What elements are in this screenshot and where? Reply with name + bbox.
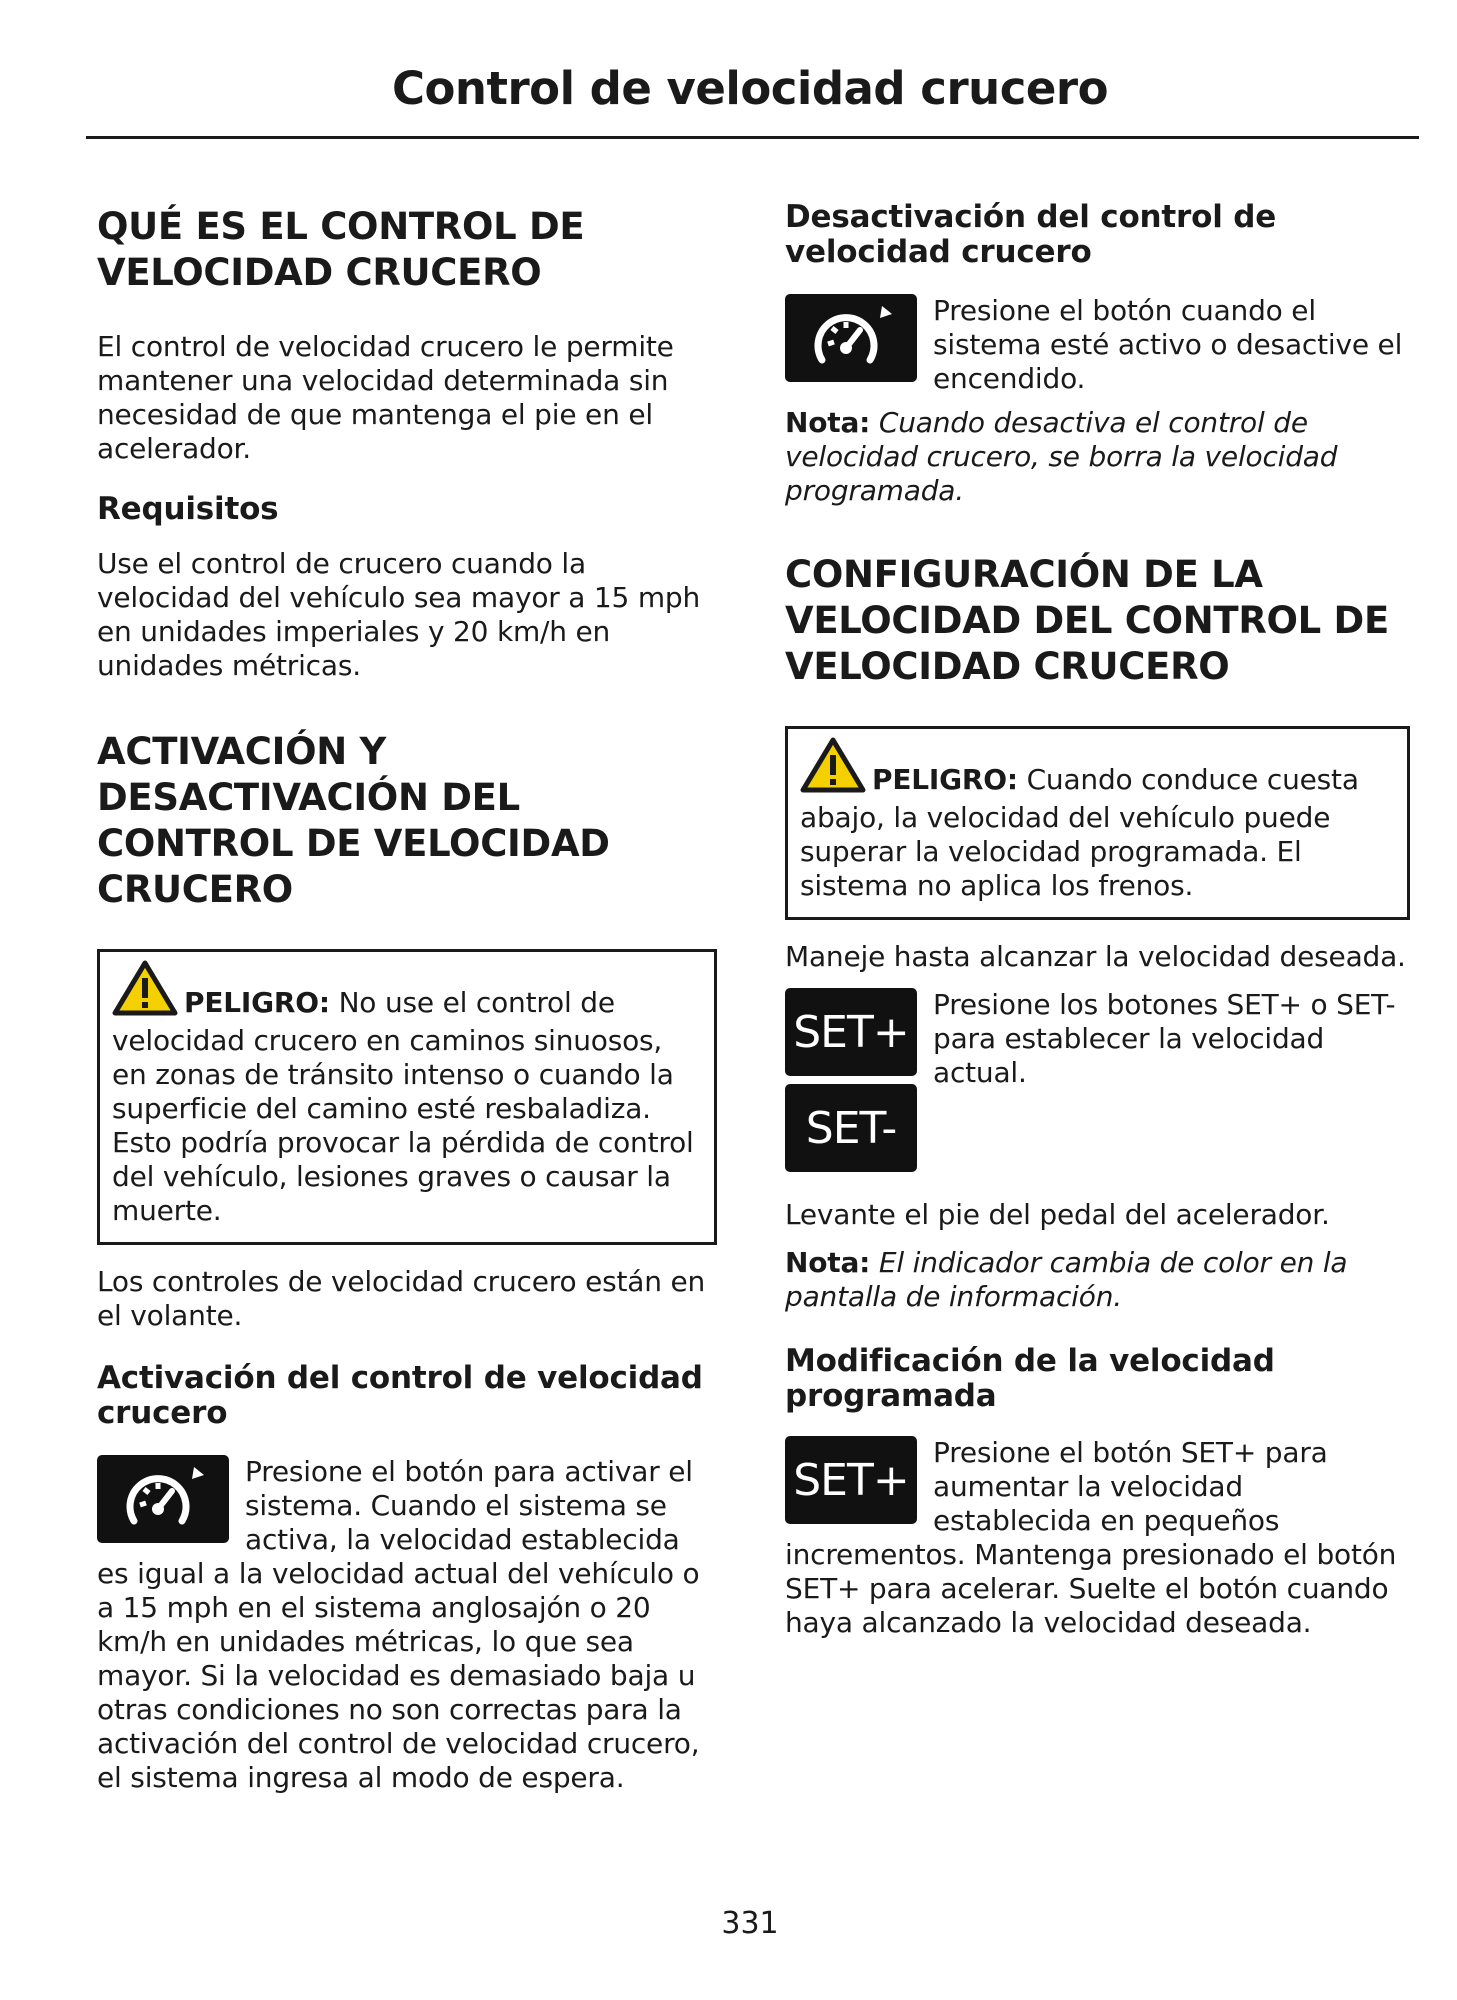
section-heading-what-is: QUÉ ES EL CONTROL DE VELOCIDAD CRUCERO	[97, 205, 585, 294]
deactivation-instruction	[785, 294, 1410, 396]
warning-label: PELIGRO:	[872, 763, 1018, 796]
note-label: Nota:	[785, 1246, 871, 1279]
section-heading-configuration: CONFIGURACIÓN DE LA VELOCIDAD DEL CONTROL DE VELOCIDAD CRUCERO	[785, 553, 1389, 688]
danger-warning-box	[97, 949, 717, 1245]
note-deactivation	[785, 406, 1410, 508]
activation-instruction	[97, 1455, 717, 1795]
note-label: Nota:	[785, 406, 871, 439]
modify-speed-heading: Modificación de la velocidad programada	[785, 1343, 1275, 1414]
set-plus-icon: SET+	[785, 1436, 917, 1524]
lift-foot-paragraph: Levante el pie del pedal del acelerador.	[785, 1198, 1330, 1231]
activation-paragraph: Presione el botón para activar el sistema. Cuando el sistema se activa, la velocidad establecida es igual a la velocidad actual del vehículo o a 15 mph en el sistema anglosajón o 20 km/h en unidades métricas, lo que sea mayor. Si la velocidad es demasiado baja u otras condiciones no son correctas para la activación del control de velocidad crucero, el sistema ingresa al modo de espera.	[97, 1455, 700, 1794]
page-number: 331	[721, 1906, 779, 1941]
set-paragraph: Presione los botones SET+ o SET- para establecer la velocidad actual.	[933, 988, 1396, 1089]
note-text: Cuando desactiva el control de velocidad crucero, se borra la velocidad programada.	[785, 406, 1338, 507]
warning-text: Cuando conduce cuesta abajo, la velocidad del vehículo puede superar la velocidad programada. El sistema no aplica los frenos.	[800, 763, 1359, 902]
warning-text: No use el control de velocidad crucero en caminos sinuosos, en zonas de tránsito intenso o cuando la superficie del camino esté resbaladiza. Esto podría provocar la pérdida de control del vehículo, lesiones graves o causar la muerte.	[112, 986, 694, 1227]
set-plus-icon: SET+	[785, 988, 917, 1076]
modify-instruction	[785, 1436, 1410, 1640]
title-divider	[86, 136, 1419, 139]
section-heading-activation: ACTIVACIÓN Y DESACTIVACIÓN DEL CONTROL DE VELOCIDAD CRUCERO	[97, 730, 610, 911]
requirements-paragraph: Use el control de crucero cuando la velocidad del vehículo sea mayor a 15 mph en unidades imperiales y 20 km/h en unidades métricas.	[97, 547, 701, 682]
warning-label: PELIGRO:	[184, 986, 330, 1019]
activation-heading: Activación del control de velocidad crucero	[97, 1360, 703, 1431]
modify-paragraph: Presione el botón SET+ para aumentar la velocidad establecida en pequeños incrementos. Mantenga presionado el botón SET+ para acelerar. Suelte el botón cuando haya alcanzado la velocidad deseada.	[785, 1436, 1397, 1639]
set-button-group	[785, 988, 917, 1178]
left-column	[97, 196, 717, 1795]
drive-paragraph: Maneje hasta alcanzar la velocidad deseada.	[785, 940, 1406, 973]
controls-location-paragraph: Los controles de velocidad crucero están en el volante.	[97, 1265, 706, 1332]
what-is-paragraph: El control de velocidad crucero le permite mantener una velocidad determinada sin necesidad de que mantenga el pie en el acelerador.	[97, 330, 674, 465]
deactivation-paragraph: Presione el botón cuando el sistema esté activo o desactive el encendido.	[933, 294, 1403, 395]
right-column	[785, 196, 1410, 1640]
requirements-heading: Requisitos	[97, 491, 279, 527]
set-minus-icon: SET-	[785, 1084, 917, 1172]
deactivation-heading: Desactivación del control de velocidad crucero	[785, 199, 1277, 270]
warning-triangle-icon	[112, 960, 178, 1024]
note-text: El indicador cambia de color en la pantalla de información.	[785, 1246, 1348, 1313]
danger-warning-box	[785, 726, 1410, 920]
warning-triangle-icon	[800, 737, 866, 801]
set-instruction	[785, 988, 1410, 1178]
note-indicator	[785, 1246, 1410, 1314]
speedometer-icon	[785, 294, 917, 382]
speedometer-icon	[97, 1455, 229, 1543]
page-title: Control de velocidad crucero	[391, 62, 1109, 115]
